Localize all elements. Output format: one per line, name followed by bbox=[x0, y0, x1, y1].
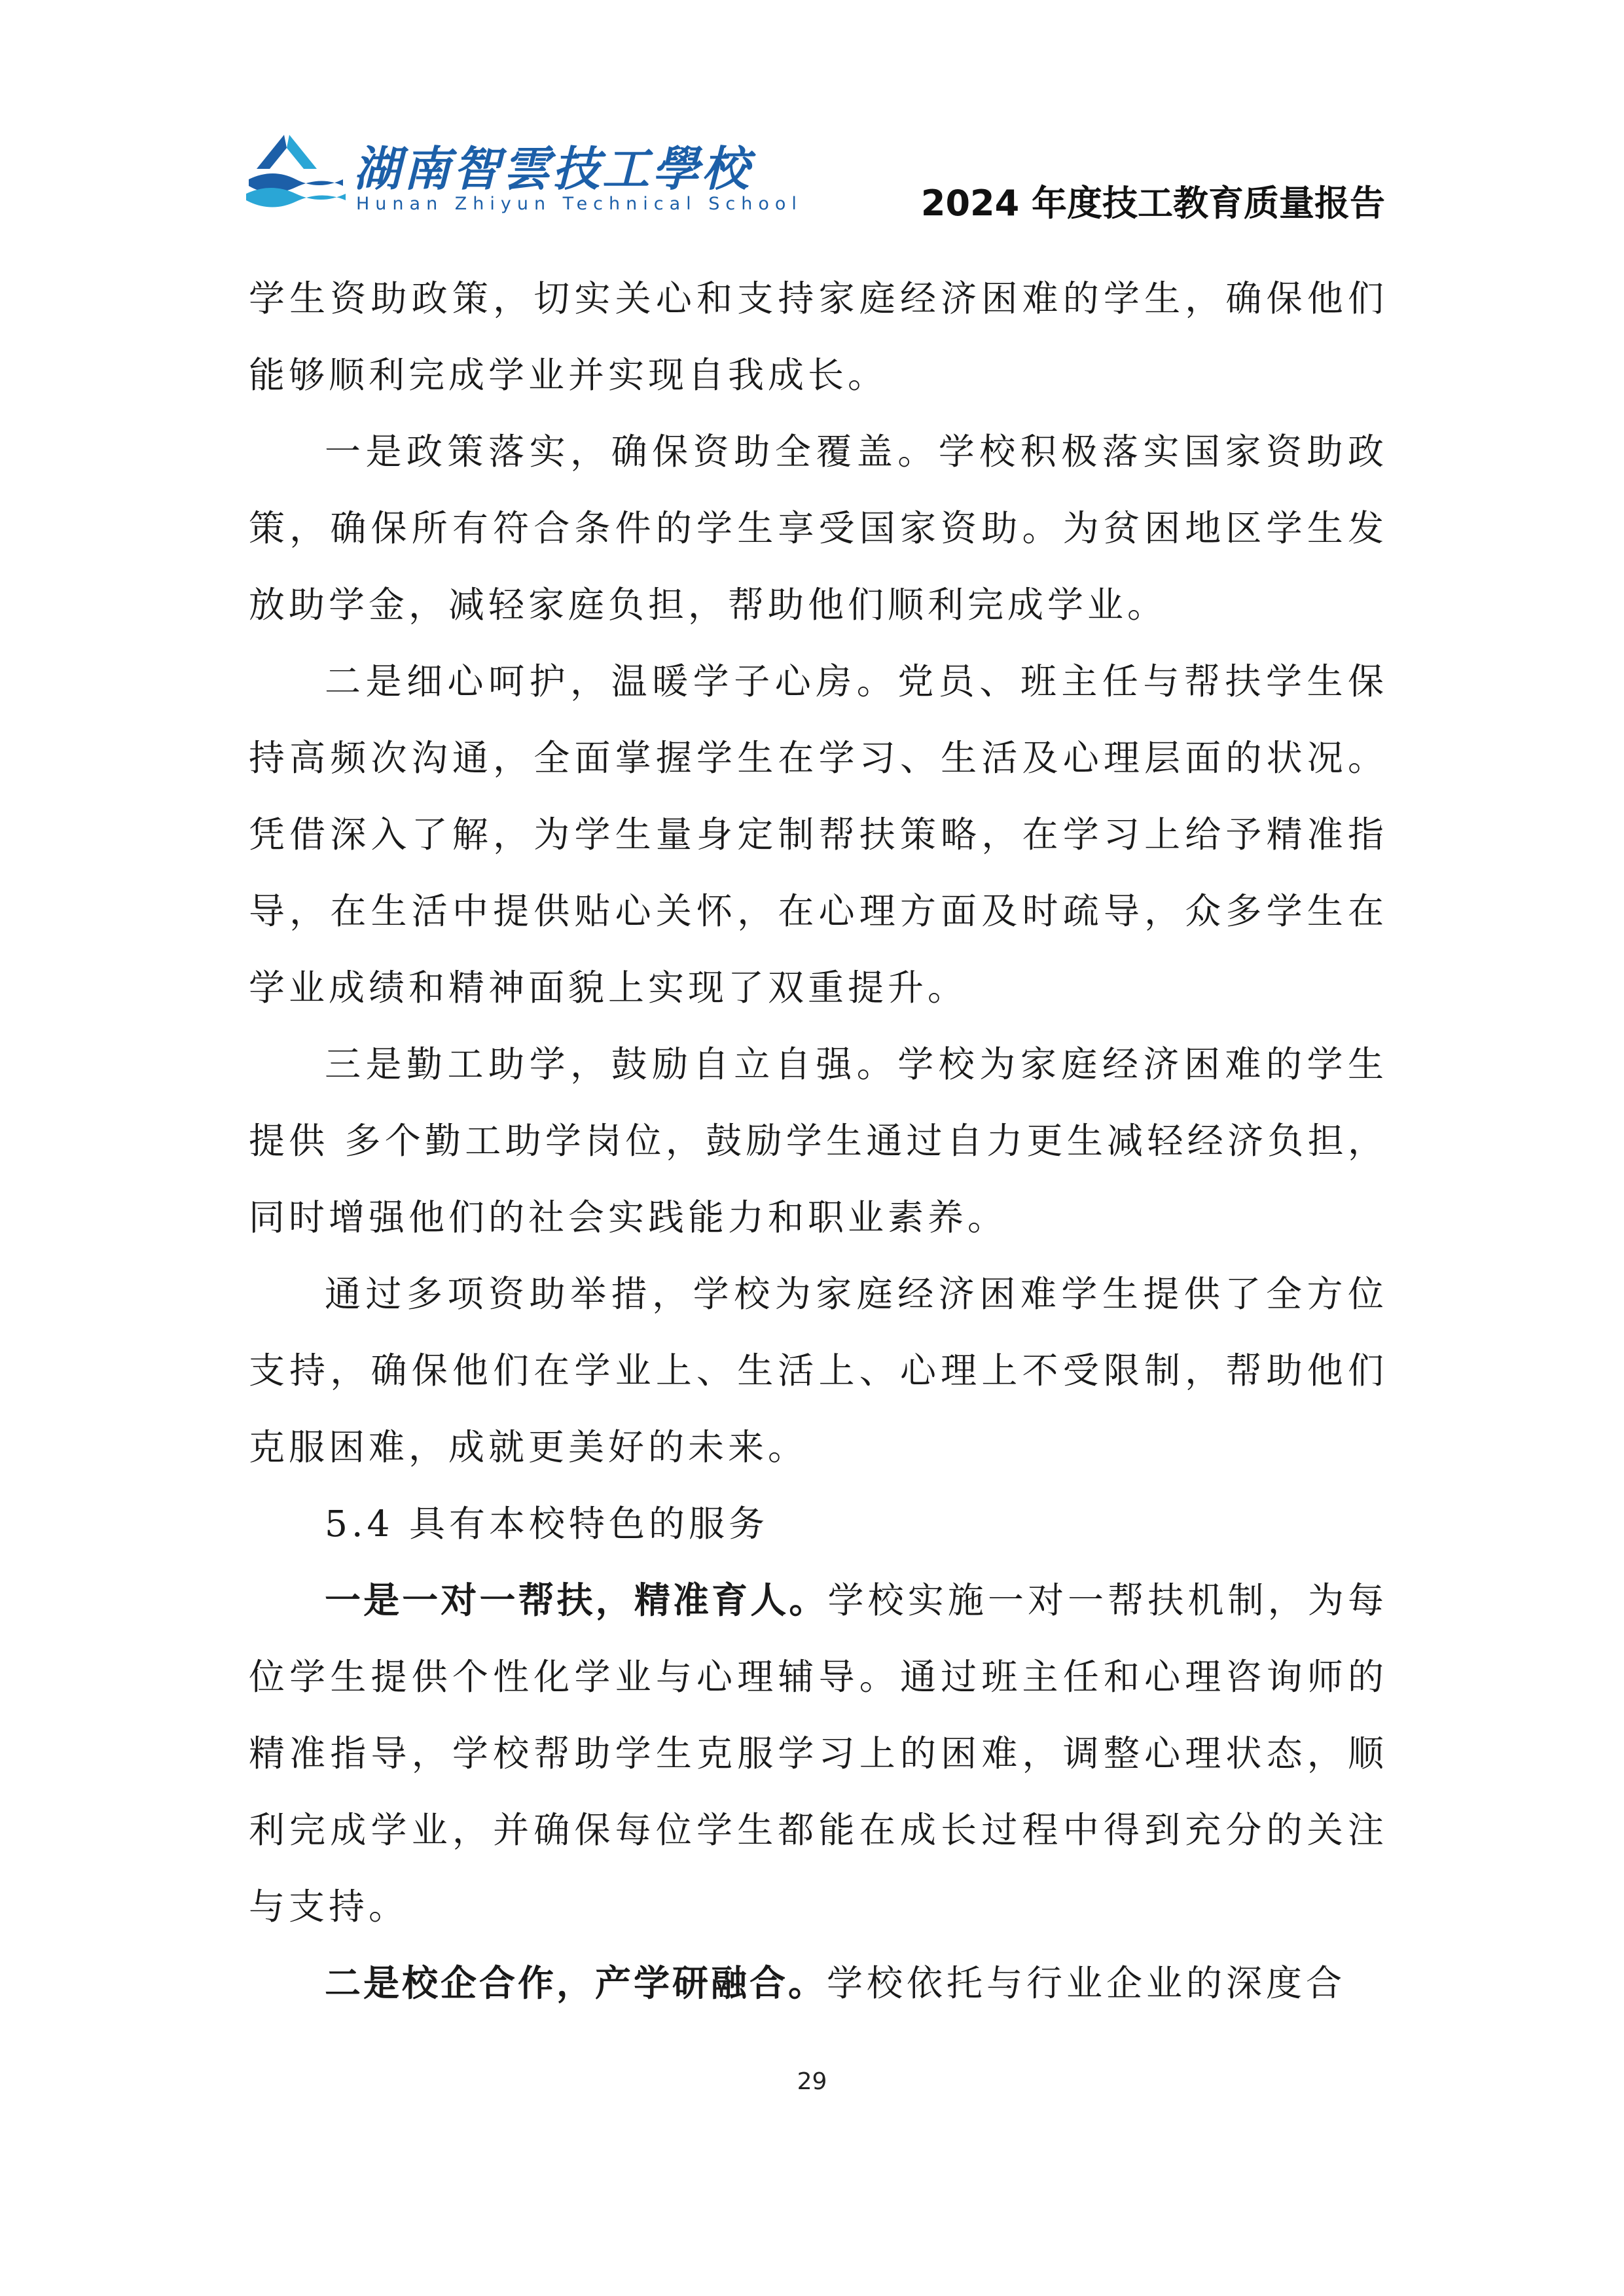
paragraph-lead: 一是一对一帮扶，精准育人。 bbox=[325, 1579, 828, 1621]
paragraph: 一是政策落实，确保资助全覆盖。学校积极落实国家资助政策，确保所有符合条件的学生享受国家资助。为贫困地区学生发放助学金，减轻家庭负担，帮助他们顺利完成学业。 bbox=[249, 431, 1388, 626]
paragraph: 二是细心呵护，温暖学子心房。党员、班主任与帮扶学生保持高频次沟通，全面掌握学生在学习、生活及心理层面的状况。凭借深入了解，为学生量身定制帮扶策略，在学习上给予精准指导，在生活中提供贴心关怀，在心理方面及时疏导，众多学生在学业成绩和精神面貌上实现了双重提升。 bbox=[249, 660, 1388, 1009]
paragraph bbox=[249, 1562, 1388, 1945]
paragraph: 学生资助政策，切实关心和支持家庭经济困难的学生，确保他们能够顺利完成学业并实现自我成长。 bbox=[249, 278, 1388, 396]
school-logo bbox=[244, 128, 803, 226]
logo-english-name: Hunan Zhiyun Technical School bbox=[356, 194, 803, 214]
paragraph bbox=[249, 1945, 1388, 2022]
page-number: 29 bbox=[797, 2068, 827, 2095]
paragraph-text: 学校依托与行业企业的深度合 bbox=[827, 1962, 1346, 2004]
paragraph-lead: 二是校企合作，产学研融合。 bbox=[325, 1962, 827, 2004]
report-title: 2024 年度技工教育质量报告 bbox=[920, 183, 1385, 224]
paragraph: 通过多项资助举措，学校为家庭经济困难学生提供了全方位支持，确保他们在学业上、生活上、心理上不受限制，帮助他们克服困难，成就更美好的未来。 bbox=[249, 1273, 1388, 1468]
paragraph-text: 学校实施一对一帮扶机制，为每位学生提供个性化学业与心理辅导。通过班主任和心理咨询师的精准指导，学校帮助学生克服学习上的困难，调整心理状态，顺利完成学业，并确保每位学生都能在成长过程中得到充分的关注与支持。 bbox=[249, 1579, 1388, 1928]
waves-logo-icon bbox=[244, 128, 348, 213]
paragraph: 三是勤工助学，鼓励自立自强。学校为家庭经济困难的学生提供 多个勤工助学岗位，鼓励学生通过自力更生减轻经济负担，同时增强他们的社会实践能力和职业素养。 bbox=[249, 1043, 1388, 1238]
document-body bbox=[249, 260, 1388, 2022]
section-heading: 5.4 具有本校特色的服务 bbox=[325, 1503, 768, 1545]
page-header bbox=[0, 0, 1624, 236]
logo-chinese-name: 湖南智雲技工學校 bbox=[353, 141, 752, 196]
